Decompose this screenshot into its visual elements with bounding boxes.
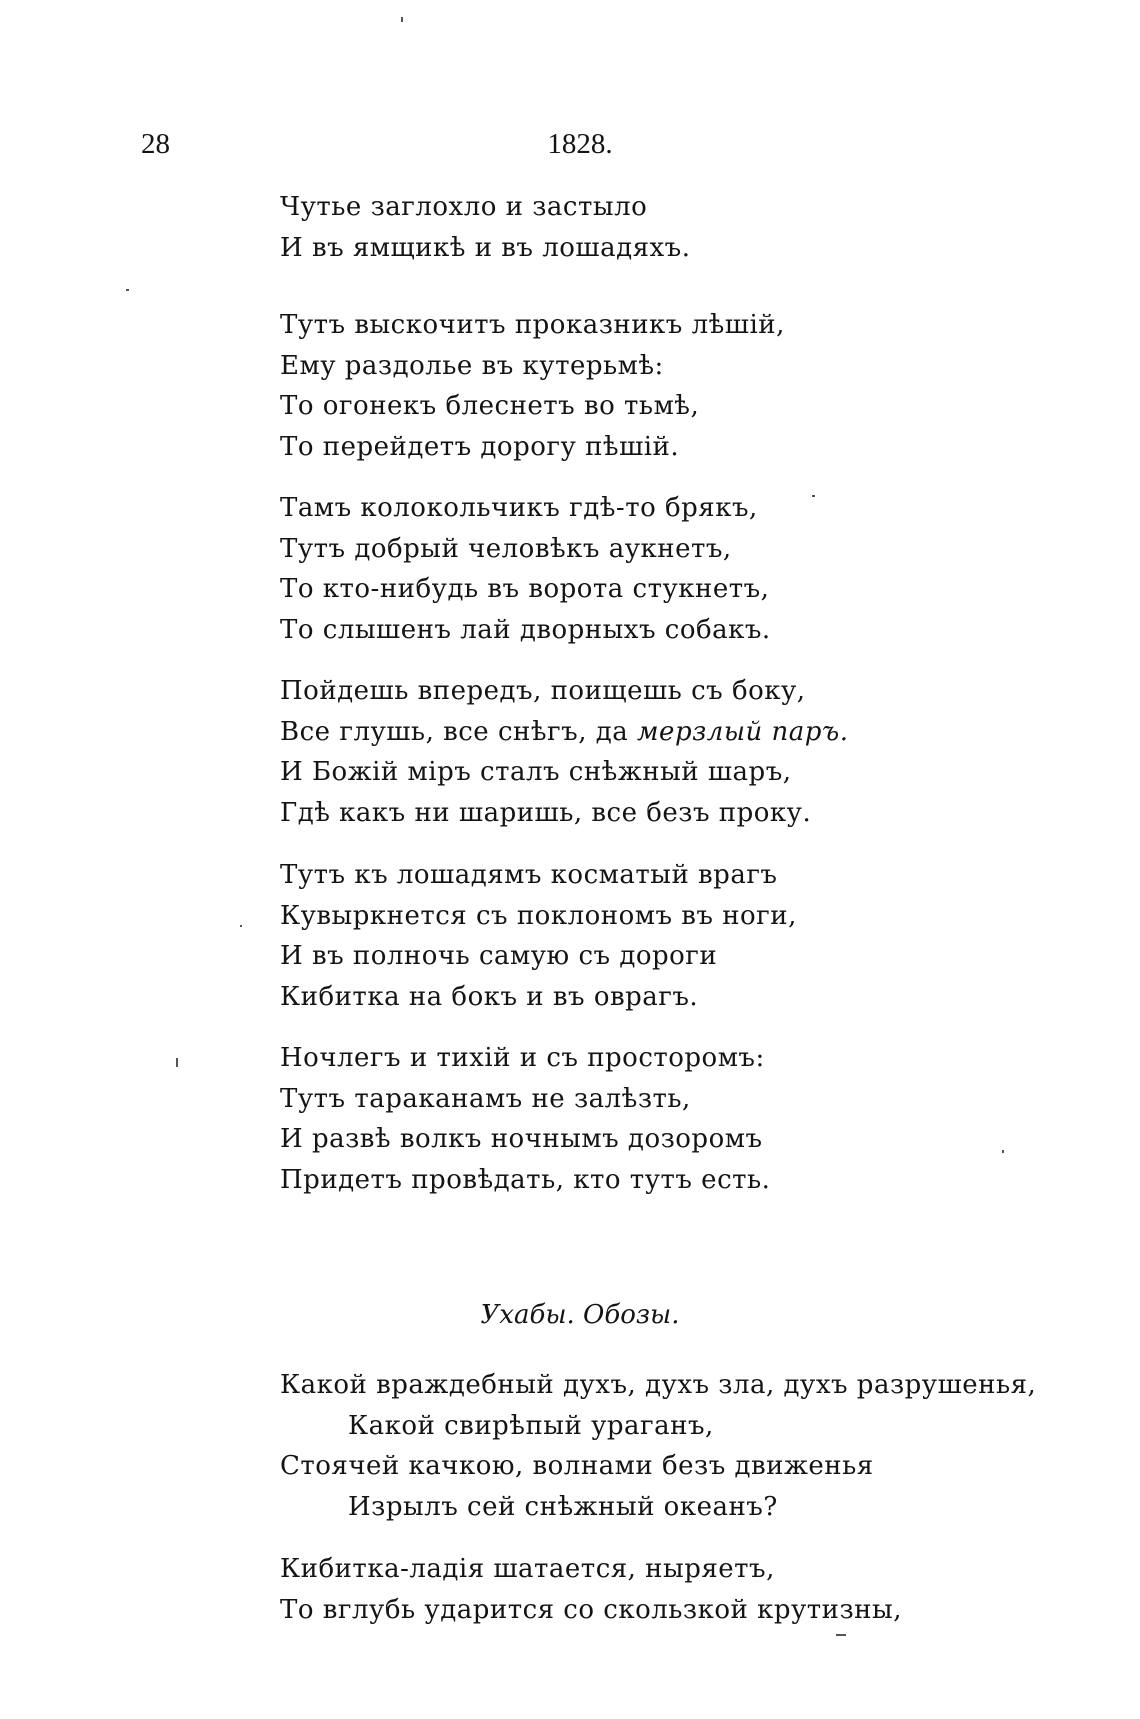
print-speck	[401, 17, 403, 22]
verse-line: Тутъ тараканамъ не залѣзть,	[280, 1083, 691, 1114]
verse-line: Стоячей качкою, волнами безъ движенья	[280, 1451, 874, 1481]
verse-line: Какой свирѣпый ураганъ,	[348, 1410, 714, 1441]
stanza-5	[280, 855, 1080, 1017]
verse-line: То перейдетъ дорогу пѣшій.	[280, 431, 680, 462]
verse-line: Ночлегъ и тихій и съ просторомъ:	[280, 1043, 765, 1073]
verse-line: Кувыркнется съ поклономъ въ ноги,	[280, 900, 797, 931]
verse-line: То кто-нибудь въ ворота стукнетъ,	[280, 574, 770, 604]
verse-line: Придетъ провѣдать, кто тутъ есть.	[280, 1164, 771, 1195]
verse-line: Кибитка-ладія шатается, ныряетъ,	[280, 1554, 775, 1584]
print-speck	[836, 1634, 846, 1636]
verse-line: И въ полночь самую съ дороги	[280, 941, 718, 971]
print-speck	[240, 925, 242, 927]
stanza-3	[280, 488, 1080, 650]
section-title: Ухабы. Обозы.	[480, 1300, 680, 1330]
section-stanza-2	[280, 1549, 1080, 1630]
verse-line: То вглубь ударится со скользкой крутизны,	[280, 1594, 902, 1625]
verse-line: Какой враждебный духъ, духъ зла, духъ разрушенья,	[280, 1370, 1037, 1400]
verse-line: Ему раздолье въ кутерьмѣ:	[280, 350, 664, 381]
page-number: 28	[141, 128, 170, 160]
verse-line: То огонекъ блеснетъ во тьмѣ,	[280, 391, 700, 421]
verse-line: И въ ямщикѣ и въ лошадяхъ.	[280, 232, 691, 263]
verse-line-start: Все глушь, все снѣгъ, да	[280, 716, 637, 747]
print-speck	[812, 495, 815, 497]
print-speck	[126, 289, 129, 291]
verse-line: Тутъ выскочитъ проказникъ лѣшій,	[280, 310, 785, 340]
stanza-2	[280, 305, 1080, 467]
print-speck	[176, 1058, 178, 1067]
stanza-1	[280, 187, 1080, 268]
running-head-year: 1828.	[547, 128, 613, 160]
section-stanza-1	[280, 1365, 1080, 1527]
verse-line: Тутъ добрый человѣкъ аукнетъ,	[280, 533, 732, 564]
verse-line: Изрылъ сей снѣжный океанъ?	[348, 1491, 778, 1522]
italic-phrase: мерзлый паръ.	[637, 716, 849, 747]
verse-line: И Божій міръ сталъ снѣжный шаръ,	[280, 757, 792, 787]
verse-line	[280, 712, 1080, 753]
stanza-4	[280, 671, 1080, 833]
stanza-6	[280, 1038, 1080, 1200]
verse-line: Пойдешь впередъ, поищешь съ боку,	[280, 676, 806, 706]
verse-line: Чутье заглохло и застыло	[280, 192, 648, 222]
print-speck	[1002, 1150, 1004, 1153]
verse-line: И развѣ волкъ ночнымъ дозоромъ	[280, 1124, 763, 1154]
verse-line: Гдѣ какъ ни шаришь, все безъ проку.	[280, 797, 812, 828]
verse-line: Кибитка на бокъ и въ оврагъ.	[280, 981, 699, 1012]
verse-line: Тутъ къ лошадямъ косматый врагъ	[280, 860, 778, 890]
verse-line: Тамъ колокольчикъ гдѣ-то брякъ,	[280, 493, 758, 523]
verse-line: То слышенъ лай дворныхъ собакъ.	[280, 614, 771, 645]
